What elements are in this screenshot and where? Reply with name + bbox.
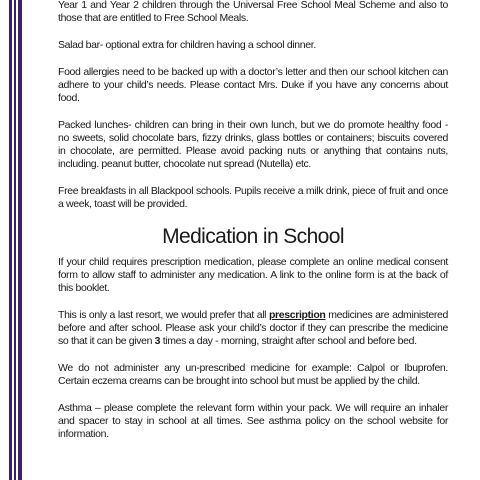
packed-lunches-paragraph: Packed lunches- children can bring in their own lunch, but we do promote healthy food - no sweets, solid chocolate bars, fizzy drinks, glass bottles or containers; biscuits covered in chocolate, are permitted. Please avoid packing nuts or anything that contains nuts, including. peanut butter, chocolate nut spread (Nutella) etc. bbox=[58, 119, 448, 170]
page-border-line bbox=[14, 0, 16, 480]
medication-heading: Medication in School bbox=[162, 225, 344, 248]
medication-intro-paragraph: If your child requires prescription medication, please complete an online medical consent form to allow staff to administer any medication. A link to the online form is at the back of this booklet. bbox=[58, 256, 448, 294]
last-resort-text: This is only a last resort, we would prefer that all bbox=[58, 309, 269, 321]
asthma-paragraph: Asthma – please complete the relevant form within your pack. We will require an inhaler and spacer to stay in school at all times. See asthma policy on the school website for information. bbox=[58, 402, 448, 440]
last-resort-text: times a day - morning, straight after school and before bed. bbox=[160, 335, 417, 347]
meals-intro-paragraph: Year 1 and Year 2 children through the Universal Free School Meal Scheme and also to those that are entitled to Free School Meals. bbox=[58, 0, 448, 24]
unprescribed-medicine-paragraph: We do not administer any un-prescribed medicine for example: Calpol or Ibuprofen. Certain eczema creams can be brought into school but must be applied by the child. bbox=[58, 362, 448, 387]
page-border-line bbox=[18, 0, 22, 480]
prescription-emphasis: prescription bbox=[268, 309, 326, 321]
free-breakfasts-paragraph: Free breakfasts in all Blackpool schools. Pupils receive a milk drink, piece of fruit and once a week, toast will be provided. bbox=[58, 185, 448, 210]
salad-bar-paragraph: Salad bar- optional extra for children having a school dinner. bbox=[58, 39, 316, 51]
last-resort-paragraph bbox=[58, 309, 448, 348]
document-body bbox=[58, 0, 448, 455]
food-allergies-paragraph: Food allergies need to be backed up with a doctor’s letter and then our school kitchen can adhere to your child’s needs. Please contact Mrs. Duke if you have any concerns about food. bbox=[58, 66, 448, 104]
times-per-day-number: 3 bbox=[154, 335, 161, 347]
page-border-line bbox=[9, 0, 12, 480]
last-resort-text: medicines are administered before and after school. Please ask your child’s doctor if they can prescribe the medicine so that it can be given bbox=[58, 309, 448, 347]
